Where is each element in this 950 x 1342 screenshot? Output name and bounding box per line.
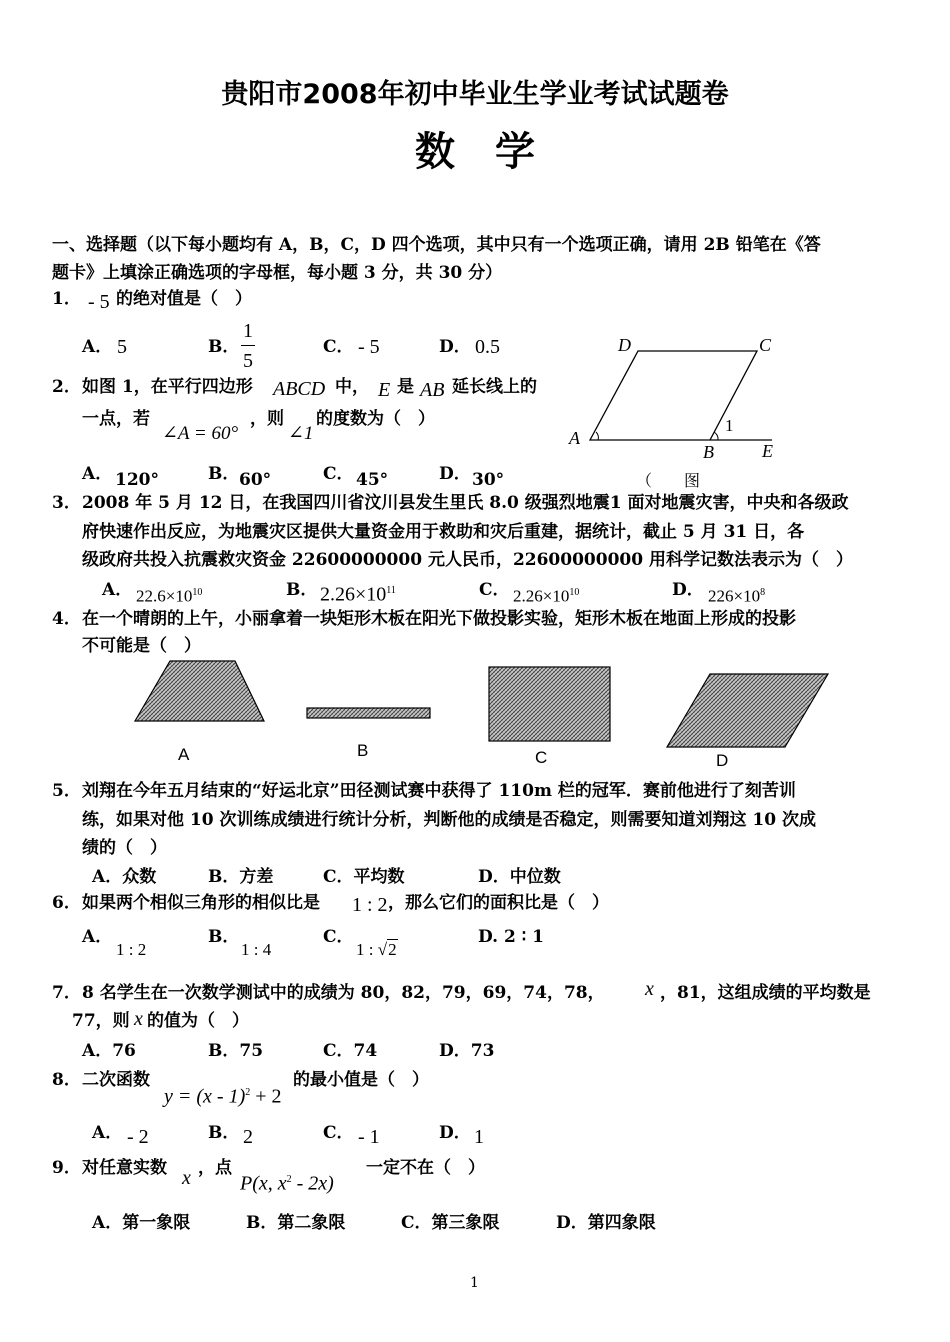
q2-option-d-label: D． [439,464,471,484]
q2-stem-part1: 如图 1，在平行四边形 [82,377,253,397]
q8-option-d-label: D． [439,1123,471,1143]
section-heading-line2: 题卡》上填涂正确选项的字母框，每小题 3 分，共 30 分） [52,263,503,283]
q5-line2: 练，如果对他 10 次训练成绩进行统计分析，判断他的成绩是否稳定，则需要知道刘翔这 10 次成 [82,810,816,830]
q6-option-a-value: 1 : 2 [116,940,147,959]
shape-a-trapezoid [135,661,264,721]
q8-function: y = (x - 1) [164,1085,246,1108]
vertex-a-label: A [569,428,580,448]
shape-d-parallelogram [667,674,828,747]
vertex-b-label: B [703,442,714,462]
q2-option-a-label: A． [82,464,113,484]
q2-e: E [378,379,391,401]
q3-option-b-exponent: 11 [386,585,396,596]
q8-option-d-value: 1 [474,1126,484,1148]
angle-1-arc [714,432,718,440]
q5-option-b: B．方差 [208,867,274,887]
projection-shapes [120,650,840,760]
q1-stem: 的绝对值是（ ） [116,289,252,309]
q7-line1-part2: ，81，这组成绩的平均数是 [660,983,871,1003]
q5-option-a: A．众数 [92,867,157,887]
q9-exponent: 2 [286,1174,292,1185]
q6-stem-part2: ，那么它们的面积比是（ ） [388,893,609,913]
q1-option-c-label: C． [323,337,354,357]
q3-option-c-value: 2.26×10 [513,586,570,606]
q5-line3: 绩的（ ） [82,838,167,858]
q6-option-a-label: A． [82,927,113,947]
q5-line1: 刘翔在今年五月结束的“好运北京”田径测试赛中获得了 110m 栏的冠军．赛前他进行了刻苦训 [82,781,796,801]
vertex-c-label: C [759,335,772,355]
q6-ratio: 1 : 2 [352,894,388,916]
q2-stem-part3: 是 [397,377,414,397]
q8-number: 8． [52,1070,81,1090]
q8-option-c-label: C． [323,1123,354,1143]
q4-line1: 在一个晴朗的上午，小丽拿着一块矩形木板在阳光下做投影实验，矩形木板在地面上形成的投影 [82,609,796,629]
q2-angle-condition: ∠A = 60° [162,423,239,444]
q4-number: 4． [52,609,81,629]
q8-option-a-label: A． [92,1123,123,1143]
shape-b-thin-rectangle [307,708,430,718]
q9-option-d: D．第四象限 [556,1213,656,1233]
q6-option-b-value: 1 : 4 [241,940,272,959]
q1-option-b-numerator: 1 [243,320,253,342]
q5-option-c: C．平均数 [323,867,405,887]
q9-stem-part2: ，点 [198,1158,232,1178]
q2-ab: AB [420,379,445,401]
q9-number: 9． [52,1158,81,1178]
q8-stem-part1: 二次函数 [82,1070,150,1090]
q9-option-b: B．第二象限 [246,1213,346,1233]
q1-expression: - 5 [88,291,110,313]
page-number: 1 [470,1275,479,1291]
q3-option-a-value: 22.6×10 [136,586,193,606]
shape-c-rectangle [489,667,610,741]
q1-option-b-denominator: 5 [243,350,253,372]
exam-title: 贵阳市2008年初中毕业生学业考试试题卷 [221,79,729,110]
q3-line3: 级政府共投入抗震救灾资金 22600000000 元人民币，22600000000 用科学记数法表示为（ ） [82,550,853,570]
q1-option-d-value: 0.5 [475,336,500,358]
q3-option-d-value: 226×10 [708,586,761,606]
q8-option-c-value: - 1 [358,1126,380,1148]
subject-title: 数 学 [415,129,535,175]
q2-option-c-label: C． [323,464,354,484]
q3-option-c-exponent: 10 [569,587,580,598]
q7-x: x [645,978,654,1000]
q9-point-part1: P(x, x [240,1172,287,1195]
q2-option-a-value: 120° [115,470,159,490]
q2-stem-part4: 延长线上的 [452,377,537,397]
angle-a-arc [596,432,598,440]
q2-abcd: ABCD [273,378,326,400]
q3-option-d-exponent: 8 [760,587,766,598]
q1-option-b-label: B． [208,337,240,357]
q1-fraction-bar [241,345,255,346]
q9-option-c: C．第三象限 [401,1213,500,1233]
q6-option-c-label: C． [323,927,354,947]
q7-line2-part1: 77，则 [72,1011,130,1031]
q3-option-c-label: C． [479,580,510,600]
q3-option-a-label: A． [102,580,133,600]
point-e-label: E [762,441,773,461]
q6-stem-part1: 如果两个相似三角形的相似比是 [82,893,320,913]
q7-number: 7． [52,983,81,1003]
q2-stem-part2: 中， [335,377,369,397]
q6-option-b-label: B． [208,927,240,947]
q8-stem-part2: 的最小值是（ ） [293,1070,429,1090]
q2-option-d-value: 30° [472,470,505,490]
q7-option-c: C．74 [323,1041,378,1061]
q8-option-b-value: 2 [243,1126,253,1148]
q6-number: 6． [52,893,81,913]
q2-stem-line2-part1: 一点，若 [82,409,150,429]
q9-stem-part1: 对任意实数 [82,1158,167,1178]
q2-angle-1: ∠1 [288,423,314,444]
q1-option-a-value: 5 [117,336,127,358]
angle-1-label: 1 [725,416,734,435]
q9-point-part2: - 2x) [291,1172,334,1195]
section-heading-line1: 一、选择题（以下每小题均有 A，B，C，D 四个选项，其中只有一个选项正确，请用 2B 铅笔在《答 [52,235,821,255]
q2-option-b-value: 60° [239,470,272,490]
q1-option-a-label: A． [82,337,113,357]
q3-number: 3． [52,493,81,513]
q2-number: 2． [52,377,81,397]
q7-line2-part2: 的值为（ ） [147,1011,249,1031]
figure-caption: （ 图 [636,473,701,490]
q9-option-a: A．第一象限 [92,1213,191,1233]
q3-line1: 2008 年 5 月 12 日，在我国四川省汶川县发生里氏 8.0 级强烈地震1 面对地震灾害，中央和各级政 [82,493,849,513]
q8-option-a-value: - 2 [127,1126,149,1148]
q6-option-c-value: 1 : [356,940,378,959]
q7-line1-part1: 8 名学生在一次数学测试中的成绩为 80，82，79，69，74，78， [82,983,605,1003]
q7-x-inline: x [134,1008,143,1030]
shape-a-label: A [178,745,190,764]
q3-option-b-value: 2.26×10 [320,583,387,606]
q1-option-d-label: D． [439,337,471,357]
q2-stem-line2-part3: 的度数为（ ） [316,409,435,429]
q3-option-a-exponent: 10 [192,587,203,598]
q1-number: 1． [52,289,81,309]
q2-stem-line2-part2: ，则 [250,409,284,429]
q8-exponent: 2 [245,1087,251,1098]
q6-option-d: D. 2 ∶ 1 [478,927,544,947]
q5-option-d: D．中位数 [478,867,561,887]
q3-line2: 府快速作出反应，为地震灾区提供大量资金用于救助和灾后重建，据统计，截止 5 月 31 日，各 [82,522,805,542]
shape-c-label: C [535,748,548,767]
q9-x: x [182,1167,191,1189]
q7-option-b: B．75 [208,1041,264,1061]
vertex-d-label: D [618,335,631,355]
q2-option-b-label: B． [208,464,240,484]
parallelogram-figure [560,330,800,490]
q2-option-c-value: 45° [356,470,389,490]
q3-option-b-label: B． [286,580,318,600]
q7-option-d: D．73 [439,1041,495,1061]
q5-number: 5． [52,781,81,801]
shape-d-label: D [716,751,729,770]
q8-option-b-label: B． [208,1123,240,1143]
q4-line2: 不可能是（ ） [82,636,201,656]
shape-b-label: B [357,741,369,760]
q3-option-d-label: D． [672,580,704,600]
q7-option-a: A．76 [82,1041,136,1061]
q8-constant: + 2 [250,1085,282,1108]
q9-stem-part3: 一定不在（ ） [366,1158,485,1178]
q1-option-c-value: - 5 [358,336,380,358]
q6-option-c-radicand: 2 [388,940,397,959]
